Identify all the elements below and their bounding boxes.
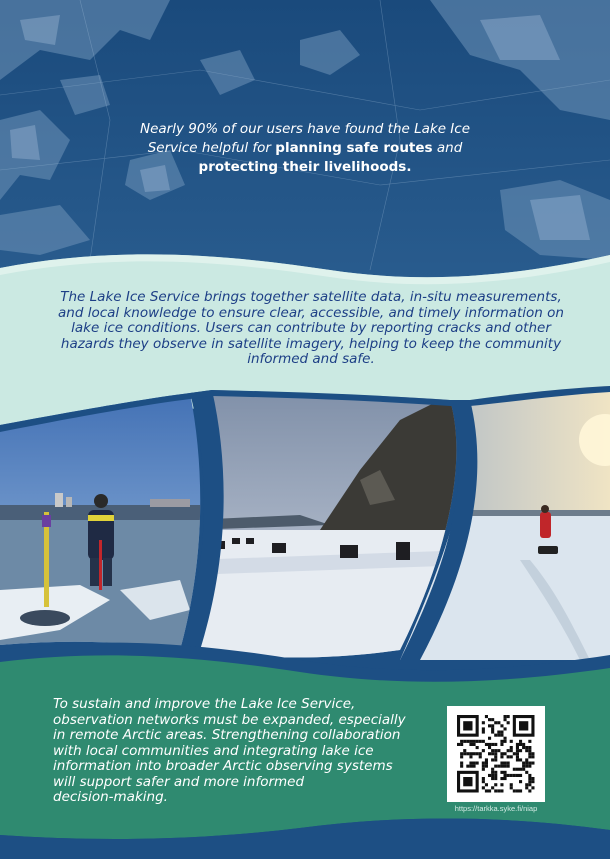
qr-code[interactable] xyxy=(447,706,545,802)
closing-line: decision-making. xyxy=(53,789,168,805)
intro-paragraph xyxy=(48,290,574,368)
qr-url-link[interactable]: https://tarkka.syke.fi/niap xyxy=(454,804,538,813)
quote-line-2 xyxy=(60,139,550,158)
quote-line-1: Nearly 90% of our users have found the Lake Ice xyxy=(139,121,471,137)
closing-line: in remote Arctic areas. Strengthening collaboration xyxy=(53,727,401,743)
closing-line: observation networks must be expanded, especially xyxy=(53,711,406,728)
closing-paragraph xyxy=(53,697,423,806)
intro-line: informed and safe. xyxy=(247,351,375,367)
intro-line: lake ice conditions. Users can contribute by reporting cracks and other xyxy=(71,320,551,336)
intro-line: The Lake Ice Service brings together satellite data, in-situ measurements, xyxy=(60,289,562,305)
headline-quote xyxy=(60,120,550,177)
qr-code-icon xyxy=(447,706,545,802)
closing-line: with local communities and integrating lake ice xyxy=(53,742,374,759)
closing-line: will support safer and more informed xyxy=(53,773,305,790)
quote-prefix: Service helpful for xyxy=(147,140,276,156)
quote-bold-livelihoods: protecting their livelihoods. xyxy=(198,159,412,175)
intro-line: and local knowledge to ensure clear, accessible, and timely information on xyxy=(58,304,564,321)
quote-line-3 xyxy=(60,158,550,177)
quote-suffix: and xyxy=(432,140,463,156)
intro-line: hazards they observe in satellite imagery, helping to keep the community xyxy=(60,335,562,352)
quote-bold-routes: planning safe routes xyxy=(275,140,433,156)
closing-line: information into broader Arctic observing systems xyxy=(53,758,393,774)
closing-line: To sustain and improve the Lake Ice Service, xyxy=(53,696,356,712)
